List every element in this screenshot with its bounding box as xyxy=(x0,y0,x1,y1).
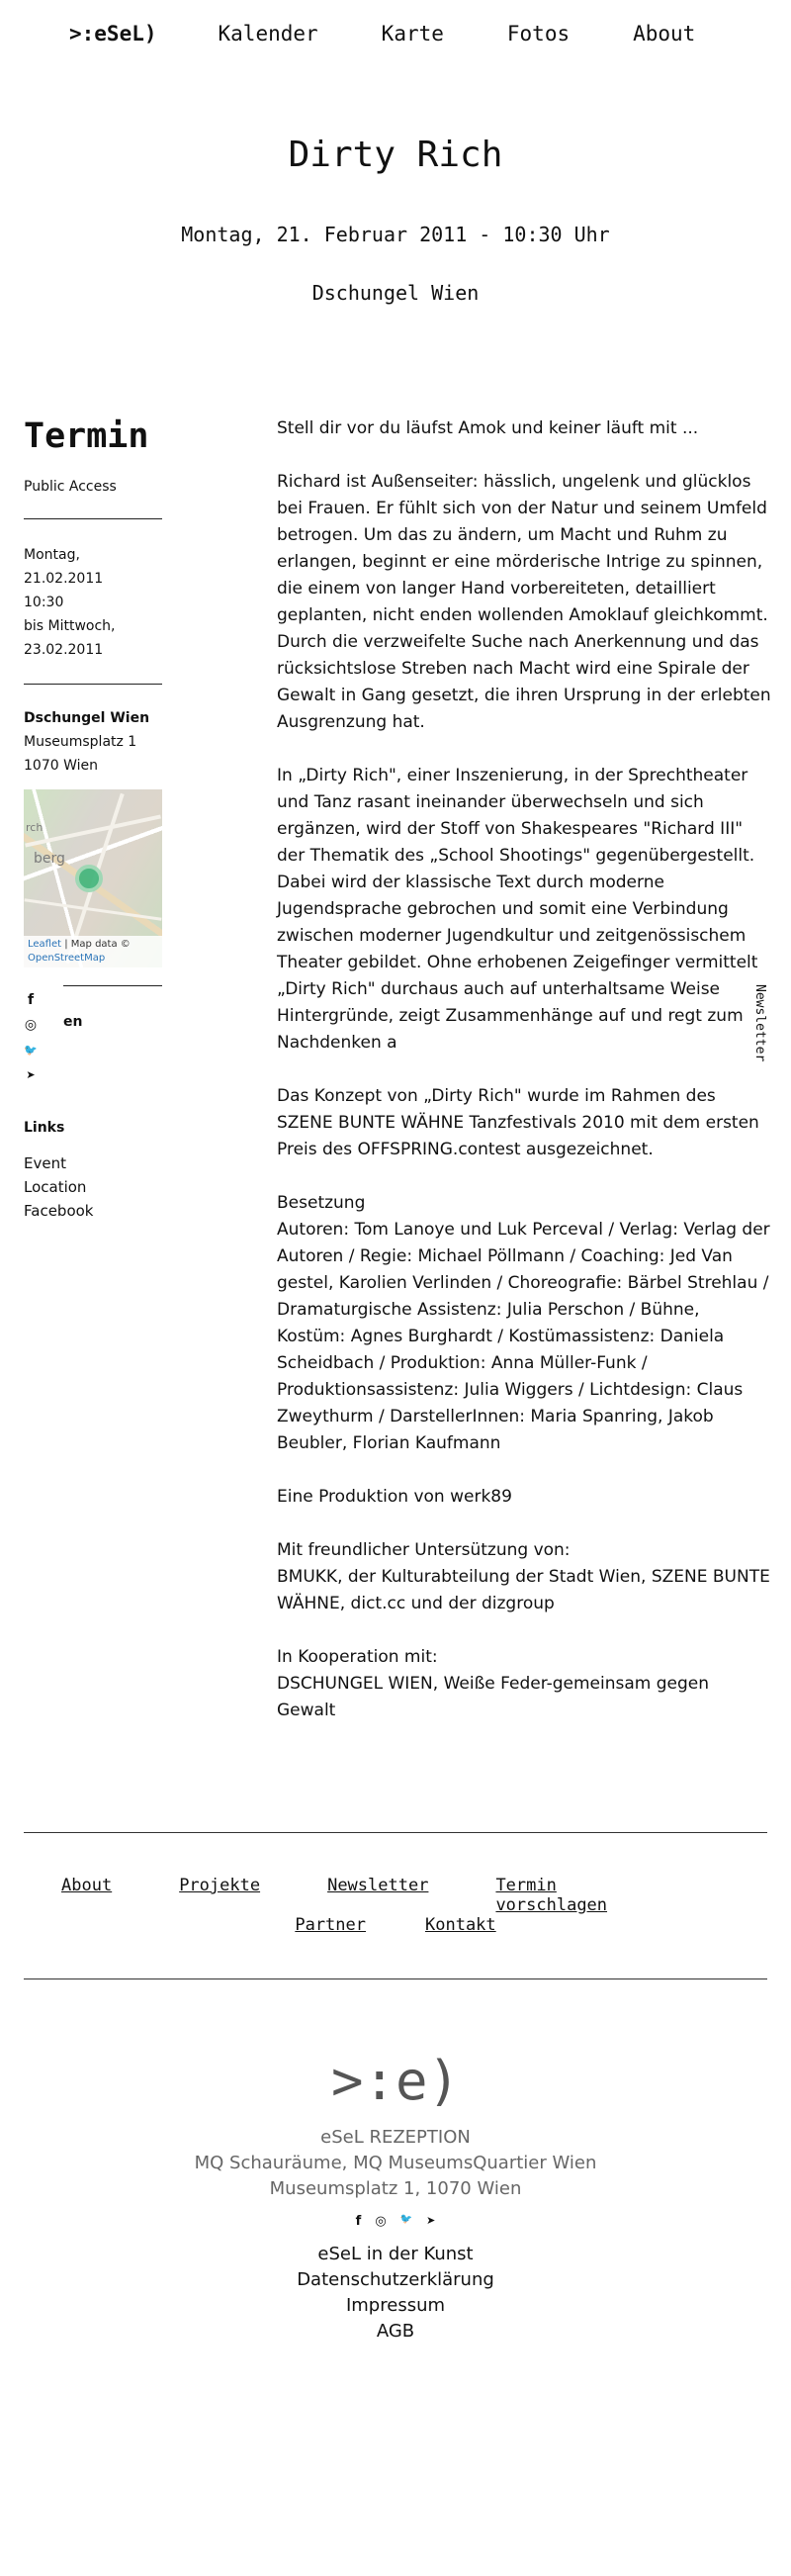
social-share xyxy=(24,989,162,1088)
facebook-icon[interactable]: f xyxy=(27,992,35,1008)
map-label: rch xyxy=(26,821,44,834)
footer-logo: >:e) xyxy=(330,2050,461,2112)
footer-link-about[interactable]: About xyxy=(61,1876,113,1895)
event-venue[interactable]: Dschungel Wien xyxy=(311,281,480,305)
description-paragraph: Das Konzept von „Dirty Rich" wurde im Rahmen des SZENE BUNTE WÄHNE Tanzfestivals 2010 mit dem ersten Preis des OFFSPRING.contest ausgezeichnet. xyxy=(277,1086,759,1159)
instagram-icon[interactable]: ◎ xyxy=(24,1017,38,1033)
venue-address xyxy=(24,706,162,778)
address-street: Museumsplatz 1 xyxy=(24,734,137,750)
newsletter-tab[interactable]: Newsletter xyxy=(752,984,767,1062)
event-datetime: Montag, 21. Februar 2011 - 10:30 Uhr xyxy=(181,223,610,246)
footer-link-newsletter[interactable]: Newsletter xyxy=(327,1876,429,1895)
map-marker-icon[interactable] xyxy=(75,865,103,892)
footer-nav-row-1 xyxy=(61,1876,714,1915)
nav-about[interactable]: About xyxy=(633,22,696,46)
sponsors-paragraph: Mit freundlicher Untersützung von: BMUKK, der Kulturabteilung der Stadt Wien, SZENE BUNTE WÄHNE, dict.cc und der dizgroup xyxy=(277,1540,770,1613)
footer-divider xyxy=(24,1978,767,1979)
link-location[interactable]: Location xyxy=(24,1178,87,1196)
footer-link-kontakt[interactable]: Kontakt xyxy=(425,1915,496,1935)
date-start: Montag, 21.02.2011 xyxy=(24,547,104,587)
description-paragraph: Richard ist Außenseiter: hässlich, ungelenk und glücklos bei Frauen. Er fühlt sich von der Natur und seinem Umfeld betrogen. Um das zu ändern, um Macht und Ruhm zu erlangen, beginnt er eine mörderische Intrige zu spinnen, die einem von langer Hand vorbereiteten, detailliert geplanten, nicht enden wollenden Amoklauf gleichkommt. Durch die verzweifelte Suche nach Anerkennung und das rücksichtslose Streben nach Macht wird eine Spirale der Gewalt in Gang gesetzt, die ihren Ursprung in der erlebten Ausgrenzung hat. xyxy=(277,472,771,732)
footer-link-impressum[interactable]: Impressum xyxy=(345,2295,446,2316)
telegram-icon[interactable]: ➤ xyxy=(26,1068,36,1081)
cooperation-paragraph: In Kooperation mit: DSCHUNGEL WIEN, Weiße Feder-gemeinsam gegen Gewalt xyxy=(277,1647,710,1720)
footer-org-name: eSeL REZEPTION xyxy=(320,2127,471,2148)
divider xyxy=(24,684,162,685)
top-navigation xyxy=(69,22,758,46)
openstreetmap-link[interactable]: OpenStreetMap xyxy=(28,953,106,964)
divider xyxy=(24,518,162,519)
map-attribution xyxy=(24,936,162,967)
footer-divider xyxy=(24,1832,767,1833)
leaflet-link[interactable]: Leaflet xyxy=(28,939,62,950)
footer-link-datenschutz[interactable]: Datenschutzerklärung xyxy=(297,2269,494,2290)
description-paragraph: Stell dir vor du läufst Amok und keiner läuft mit ... xyxy=(277,418,699,438)
divider xyxy=(63,985,162,986)
twitter-icon[interactable]: 🐦 xyxy=(399,2214,413,2225)
footer-link-kunst[interactable]: eSeL in der Kunst xyxy=(317,2244,474,2264)
links-section xyxy=(24,1120,162,1223)
cast-paragraph: Besetzung Autoren: Tom Lanoye und Luk Perceval / Verlag: Verlag der Autoren / Regie: Michael Pöllmann / Coaching: Jed Van gestel, Karolien Verlinden / Choreografie: Bärbel Strehlau / Dramaturgische Assistenz: Julia Perschon / Bühne, Kostüm: Agnes Burghardt / Kostümassistenz: Daniela Scheidbach / Produktion: Anna Müller-Funk / Produktionsassistenz: Julia Wiggers / Lichtdesign: Claus Zweythurm / DarstellerInnen: Maria Spanring, Jakob Beubler, Florian Kaufmann xyxy=(277,1193,770,1453)
instagram-icon[interactable]: ◎ xyxy=(375,2214,387,2229)
date-until-label: bis Mittwoch, xyxy=(24,618,116,634)
description-paragraph: In „Dirty Rich", einer Inszenierung, in der Sprechtheater und Tanz rasant ineinander überwechseln und sich ergänzen, wird der Stoff von Shakespeares "Richard III" der Thematik des „School Shootings" gegenübergestellt. Dabei wird der klassische Text durch moderne Jugendsprache gebrochen und somit eine Verbindung zwischen moderner Jugendkultur und zeitgenössischem Theater gebildet. Ohne erhobenen Zeigefinger vermittelt „Dirty Rich" durchaus auch auf unterhaltsame Weise Hintergründe, zeigt Zusammenhänge auf und regt zum Nachdenken a xyxy=(277,766,758,1053)
location-map[interactable] xyxy=(24,789,162,967)
venue-name[interactable]: Dschungel Wien xyxy=(24,710,150,726)
map-label: berg xyxy=(34,851,65,867)
telegram-icon[interactable]: ➤ xyxy=(426,2214,436,2227)
attribution-text: | Map data © xyxy=(61,939,131,950)
event-title: Dirty Rich xyxy=(288,135,503,175)
footer-org-location: MQ Schauräume, MQ MuseumsQuartier Wien xyxy=(194,2153,597,2173)
link-facebook[interactable]: Facebook xyxy=(24,1202,94,1220)
footer-org-address: Museumsplatz 1, 1070 Wien xyxy=(269,2178,522,2199)
date-range xyxy=(24,543,162,662)
date-end: 23.02.2011 xyxy=(24,642,104,658)
footer-social xyxy=(0,2214,791,2229)
links-heading: Links xyxy=(24,1120,65,1136)
termin-sidebar xyxy=(24,415,162,1223)
link-event[interactable]: Event xyxy=(24,1154,66,1172)
map-street xyxy=(25,814,161,847)
footer-nav-row-2 xyxy=(0,1915,791,1935)
footer-link-list xyxy=(0,2242,791,2345)
footer-link-agb[interactable]: AGB xyxy=(376,2321,415,2342)
access-label: Public Access xyxy=(24,479,117,495)
production-paragraph: Eine Produktion von werk89 xyxy=(277,1487,512,1507)
time-start: 10:30 xyxy=(24,595,64,610)
language-switch[interactable]: en xyxy=(63,1014,83,1030)
event-description xyxy=(277,415,771,1751)
nav-fotos[interactable]: Fotos xyxy=(506,22,571,46)
twitter-icon[interactable]: 🐦 xyxy=(24,1044,38,1057)
address-city: 1070 Wien xyxy=(24,758,98,774)
nav-kalender[interactable]: Kalender xyxy=(218,22,318,46)
nav-karte[interactable]: Karte xyxy=(381,22,444,46)
footer-link-projekte[interactable]: Projekte xyxy=(179,1876,261,1895)
footer-link-partner[interactable]: Partner xyxy=(295,1915,366,1935)
map-street xyxy=(24,898,161,920)
facebook-icon[interactable]: f xyxy=(355,2214,362,2229)
site-logo[interactable]: >:eSeL) xyxy=(69,22,157,46)
termin-heading: Termin xyxy=(24,416,149,456)
footer-link-termin-vorschlagen[interactable]: Termin vorschlagen xyxy=(495,1876,608,1915)
